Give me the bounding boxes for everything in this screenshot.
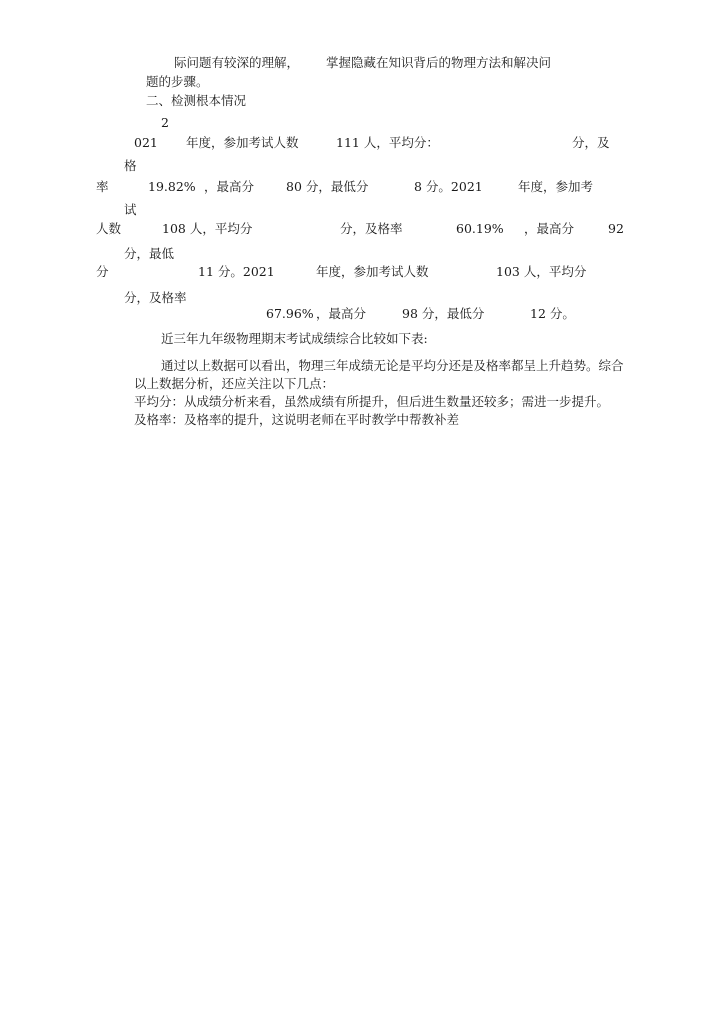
intro-line-1a: 际问题有较深的理解， — [174, 55, 300, 70]
stats-text: 111 人，平均分： — [336, 135, 439, 150]
stats-text: 92 — [608, 221, 624, 236]
intro-line-2: 题的步骤。 — [146, 74, 209, 89]
stats-text: 格 — [124, 158, 137, 173]
stats-text: 试 — [124, 202, 137, 217]
section-heading: 二、检测根本情况 — [146, 93, 247, 108]
stats-text: 分，及 — [572, 135, 610, 150]
stats-text: ，最高分 — [316, 306, 367, 321]
stats-text: 年度，参加考试人数 — [316, 264, 429, 279]
stats-text: 60.19% — [456, 221, 504, 236]
comparison-intro: 近三年九年级物理期末考试成绩综合比较如下表: — [161, 331, 428, 346]
analysis-line-2: 以上数据分析，还应关注以下几点： — [134, 376, 335, 391]
analysis-line-3: 平均分：从成绩分析来看，虽然成绩有所提升，但后进生数量还较多；需进一步提升。 — [134, 394, 610, 409]
stats-text: 103 人，平均分 — [496, 264, 587, 279]
stats-text: 分，最低 — [124, 246, 175, 261]
stats-text: 年度，参加考 — [518, 179, 594, 194]
stats-text: 67.96% — [266, 306, 314, 321]
stats-text: 分，及格率 — [340, 221, 403, 236]
intro-line-1b: 掌握隐藏在知识背后的物理方法和解决问 — [326, 55, 552, 70]
stats-text: 11 分。2021 — [198, 264, 275, 279]
stats-text: 2 — [161, 115, 169, 130]
stats-text: 19.82% — [148, 179, 196, 194]
stats-text: 率 — [96, 179, 109, 194]
stats-text: 8 分。2021 — [414, 179, 483, 194]
stats-text: ，最高分 — [204, 179, 255, 194]
stats-text: 12 分。 — [530, 306, 575, 321]
stats-text: 98 分，最低分 — [402, 306, 485, 321]
analysis-line-1: 通过以上数据可以看出，物理三年成绩无论是平均分还是及格率都呈上升趋势。综合 — [161, 358, 624, 373]
stats-text: 021 — [134, 135, 158, 150]
stats-text: 分 — [96, 264, 109, 279]
stats-text: 人数 — [96, 221, 122, 236]
stats-text: 年度，参加考试人数 — [186, 135, 299, 150]
stats-text: 分，及格率 — [124, 290, 187, 305]
stats-text: 108 人，平均分 — [162, 221, 253, 236]
stats-text: 80 分，最低分 — [286, 179, 369, 194]
analysis-line-4: 及格率：及格率的提升，这说明老师在平时教学中帮教补差 — [134, 412, 460, 427]
stats-text: ，最高分 — [524, 221, 575, 236]
